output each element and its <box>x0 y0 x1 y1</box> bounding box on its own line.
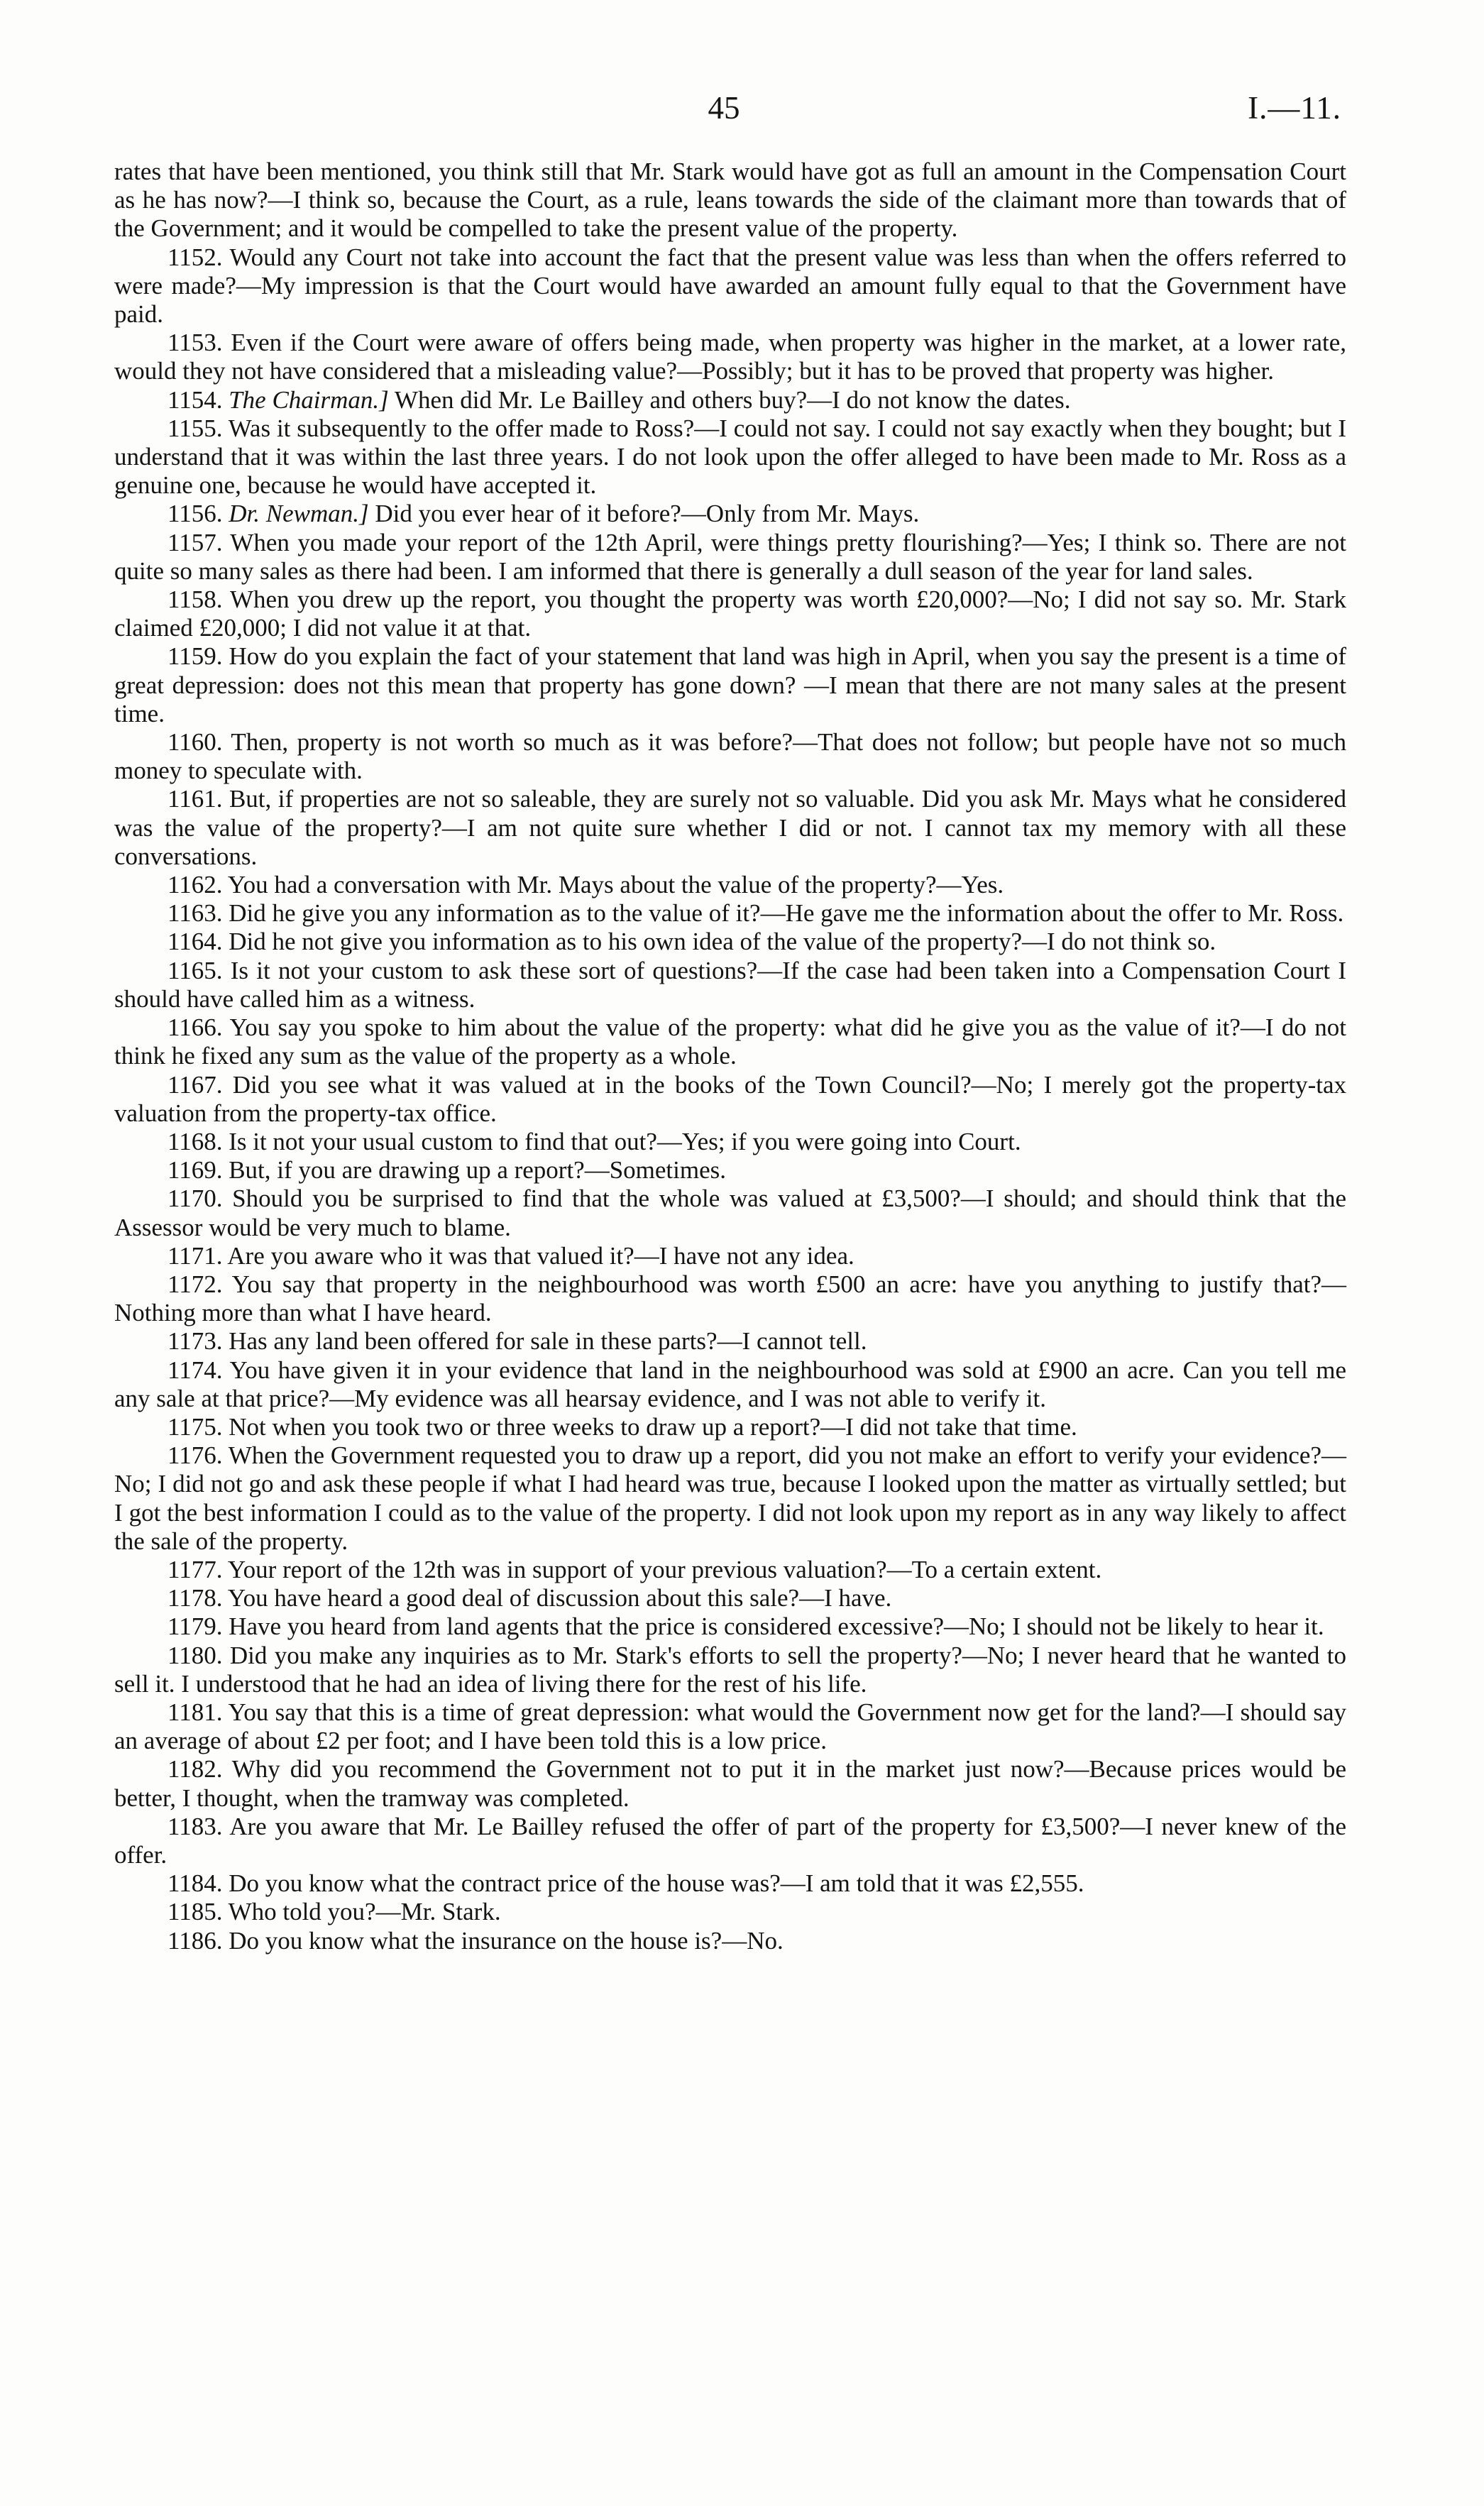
paragraph-text: You have heard a good deal of discussion about this sale?—I have. <box>227 1584 892 1612</box>
question-paragraph <box>114 1071 1346 1128</box>
question-number: 1162. <box>167 871 223 899</box>
question-paragraph <box>114 1813 1346 1869</box>
speaker-label: Dr. Newman.] <box>229 500 369 528</box>
question-paragraph <box>114 928 1346 956</box>
paragraph-text: But, if properties are not so saleable, they are surely not so valuable. Did you ask Mr. Mays what he considered was the value of the property?—I am not quite sure whether I did or not. I cannot tax my memory with all these conversations. <box>114 785 1346 870</box>
question-paragraph <box>114 1013 1346 1070</box>
paragraph-text: Is it not your usual custom to find that out?—Yes; if you were going into Court. <box>229 1127 1021 1155</box>
question-paragraph <box>114 243 1346 329</box>
speaker-label: The Chairman.] <box>229 385 389 414</box>
question-paragraph <box>114 728 1346 785</box>
question-paragraph <box>114 1441 1346 1556</box>
question-number: 1159. <box>167 642 223 671</box>
paragraph-text: How do you explain the fact of your statement that land was high in April, when you say the present is a time of great depression: does not this mean that property has gone down? —I mean that there are not many sales at the present time. <box>114 642 1346 727</box>
question-number: 1155. <box>167 414 223 442</box>
question-paragraph <box>114 1642 1346 1698</box>
paragraph-text: Have you heard from land agents that the price is considered excessive?—No; I should not be likely to hear it. <box>229 1612 1324 1641</box>
question-paragraph <box>114 1356 1346 1413</box>
paragraph-text: Is it not your custom to ask these sort of questions?—If the case had been taken into a Compensation Court I should have called him as a witness. <box>114 956 1346 1013</box>
question-number: 1184. <box>167 1869 223 1898</box>
paragraph-text: When the Government requested you to draw up a report, did you not make an effort to verify your evidence?—No; I did not go and ask these people if what I had heard was true, because I looked upon the matter as virtually settled; but I got the best information I could as to the value of the property. I did not look upon my report as in any way likely to affect the sale of the property. <box>114 1441 1346 1555</box>
question-number: 1174. <box>167 1356 223 1384</box>
continuation-paragraph <box>114 158 1346 243</box>
question-number: 1169. <box>167 1156 223 1185</box>
paragraph-text: Even if the Court were aware of offers being made, when property was higher in the market, at a lower rate, would they not have considered that a misleading value?—Possibly; but it has to be proved that property was higher. <box>114 329 1346 385</box>
paragraph-text: Your report of the 12th was in support of your previous valuation?—To a certain extent. <box>227 1555 1102 1583</box>
question-paragraph <box>114 1869 1346 1898</box>
question-paragraph <box>114 871 1346 899</box>
paragraph-text: Then, property is not worth so much as it was before?—That does not follow; but people have not so much money to speculate with. <box>114 728 1346 785</box>
question-paragraph <box>114 1755 1346 1812</box>
question-number: 1164. <box>167 928 223 956</box>
question-paragraph <box>114 899 1346 928</box>
question-paragraph <box>114 785 1346 871</box>
paragraph-text: When did Mr. Le Bailley and others buy?—I do not know the dates. <box>394 385 1071 414</box>
question-paragraph <box>114 1898 1346 1926</box>
question-paragraph <box>114 1270 1346 1327</box>
question-number: 1161. <box>167 785 223 813</box>
paragraph-text: Did you ever hear of it before?—Only from Mr. Mays. <box>375 500 920 528</box>
paragraph-text: You had a conversation with Mr. Mays about the value of the property?—Yes. <box>227 871 1004 899</box>
question-number: 1156. <box>167 500 223 528</box>
question-paragraph <box>114 500 1346 528</box>
question-number: 1158. <box>167 586 223 614</box>
question-paragraph <box>114 642 1346 728</box>
question-number: 1173. <box>167 1327 223 1356</box>
paragraph-text: Why did you recommend the Government not to put it in the market just now?—Because prices would be better, I thought, when the tramway was completed. <box>114 1755 1346 1812</box>
question-number: 1152. <box>167 243 223 271</box>
page-number: 45 <box>708 90 740 126</box>
question-paragraph <box>114 1327 1346 1356</box>
question-paragraph <box>114 329 1346 385</box>
question-paragraph <box>114 529 1346 586</box>
paragraph-text: Do you know what the contract price of the house was?—I am told that it was £2,555. <box>229 1869 1084 1898</box>
evidence-text <box>114 158 1346 1955</box>
paragraph-text: Do you know what the insurance on the house is?—No. <box>229 1926 784 1955</box>
question-paragraph <box>114 1156 1346 1185</box>
question-paragraph <box>114 586 1346 642</box>
paragraph-text: rates that have been mentioned, you think still that Mr. Stark would have got as full an amount in the Compensation Court as he has now?—I think so, because the Court, as a rule, leans towards the side of the claimant more than towards that of the Government; and it would be compelled to take the present value of the property. <box>114 158 1346 243</box>
paragraph-text: When you made your report of the 12th April, were things pretty flourishing?—Yes; I think so. There are not quite so many sales as there had been. I am informed that there is generally a dull season of the year for land sales. <box>114 528 1346 585</box>
question-number: 1157. <box>167 528 223 556</box>
question-paragraph <box>114 1584 1346 1612</box>
question-number: 1167. <box>167 1070 223 1099</box>
document-reference: I.—11. <box>1248 90 1341 126</box>
paragraph-text: Are you aware that Mr. Le Bailley refused the offer of part of the property for £3,500?—I never knew of the offer. <box>114 1812 1346 1869</box>
question-number: 1168. <box>167 1127 223 1155</box>
question-number: 1181. <box>167 1698 223 1726</box>
question-paragraph <box>114 414 1346 500</box>
paragraph-text: Did he give you any information as to the value of it?—He gave me the information about the offer to Mr. Ross. <box>229 899 1344 928</box>
paragraph-text: Did you see what it was valued at in the books of the Town Council?—No; I merely got the property-tax valuation from the property-tax office. <box>114 1070 1346 1127</box>
question-number: 1166. <box>167 1013 223 1042</box>
paragraph-text: Would any Court not take into account the fact that the present value was less than when the offers referred to were made?—My impression is that the Court would have awarded an amount fully equal to that the Government have paid. <box>114 243 1346 329</box>
paragraph-text: When you drew up the report, you thought the property was worth £20,000?—No; I did not say so. Mr. Stark claimed £20,000; I did not value it at that. <box>114 586 1346 642</box>
question-paragraph <box>114 386 1346 414</box>
question-number: 1179. <box>167 1612 223 1641</box>
question-number: 1186. <box>167 1926 223 1955</box>
question-number: 1185. <box>167 1898 223 1926</box>
question-number: 1177. <box>167 1555 223 1583</box>
paragraph-text: But, if you are drawing up a report?—Sometimes. <box>229 1156 727 1185</box>
question-number: 1176. <box>167 1441 223 1470</box>
question-number: 1183. <box>167 1812 223 1840</box>
question-number: 1182. <box>167 1755 223 1784</box>
paragraph-text: Should you be surprised to find that the whole was valued at £3,500?—I should; and should think that the Assessor would be very much to blame. <box>114 1185 1346 1241</box>
paragraph-text: You say you spoke to him about the value of the property: what did he give you as the value of it?—I do not think he fixed any sum as the value of the property as a whole. <box>114 1013 1346 1070</box>
question-paragraph <box>114 1413 1346 1441</box>
question-paragraph <box>114 1185 1346 1241</box>
paragraph-text: Did you make any inquiries as to Mr. Stark's efforts to sell the property?—No; I never heard that he wanted to sell it. I understood that he had an idea of living there for the rest of his life. <box>114 1641 1346 1698</box>
paragraph-text: Was it subsequently to the offer made to Ross?—I could not say. I could not say exactly when they bought; but I understand that it was within the last three years. I do not look upon the offer alleged to have been made to Mr. Ross as a genuine one, because he would have accepted it. <box>114 414 1346 500</box>
paragraph-text: Did he not give you information as to his own idea of the value of the property?—I do not think so. <box>229 928 1216 956</box>
question-paragraph <box>114 1128 1346 1156</box>
question-paragraph <box>114 1556 1346 1584</box>
question-number: 1165. <box>167 956 223 984</box>
question-number: 1175. <box>167 1412 223 1441</box>
paragraph-text: You say that this is a time of great depression: what would the Government now get for the land?—I should say an average of about £2 per foot; and I have been told this is a low price. <box>114 1698 1346 1755</box>
question-paragraph <box>114 1612 1346 1641</box>
question-number: 1153. <box>167 329 223 357</box>
question-paragraph <box>114 1698 1346 1755</box>
paragraph-text: Not when you took two or three weeks to draw up a report?—I did not take that time. <box>229 1412 1077 1441</box>
question-number: 1170. <box>167 1185 223 1213</box>
question-number: 1180. <box>167 1641 223 1669</box>
question-number: 1178. <box>167 1584 223 1612</box>
paragraph-text: You say that property in the neighbourhood was worth £500 an acre: have you anything to justify that?—Nothing more than what I have heard. <box>114 1270 1346 1327</box>
question-paragraph <box>114 1927 1346 1955</box>
paragraph-text: Has any land been offered for sale in these parts?—I cannot tell. <box>229 1327 867 1356</box>
paragraph-text: Are you aware who it was that valued it?—I have not any idea. <box>227 1241 854 1270</box>
question-number: 1171. <box>167 1241 223 1270</box>
question-number: 1154. <box>167 385 223 414</box>
paragraph-text: You have given it in your evidence that land in the neighbourhood was sold at £900 an acre. Can you tell me any sale at that price?—My evidence was all hearsay evidence, and I was not able to verify it. <box>114 1356 1347 1412</box>
question-number: 1172. <box>167 1270 223 1298</box>
paragraph-text: Who told you?—Mr. Stark. <box>228 1898 501 1926</box>
question-paragraph <box>114 957 1346 1013</box>
question-number: 1163. <box>167 899 223 928</box>
question-paragraph <box>114 1242 1346 1270</box>
question-number: 1160. <box>167 728 223 757</box>
